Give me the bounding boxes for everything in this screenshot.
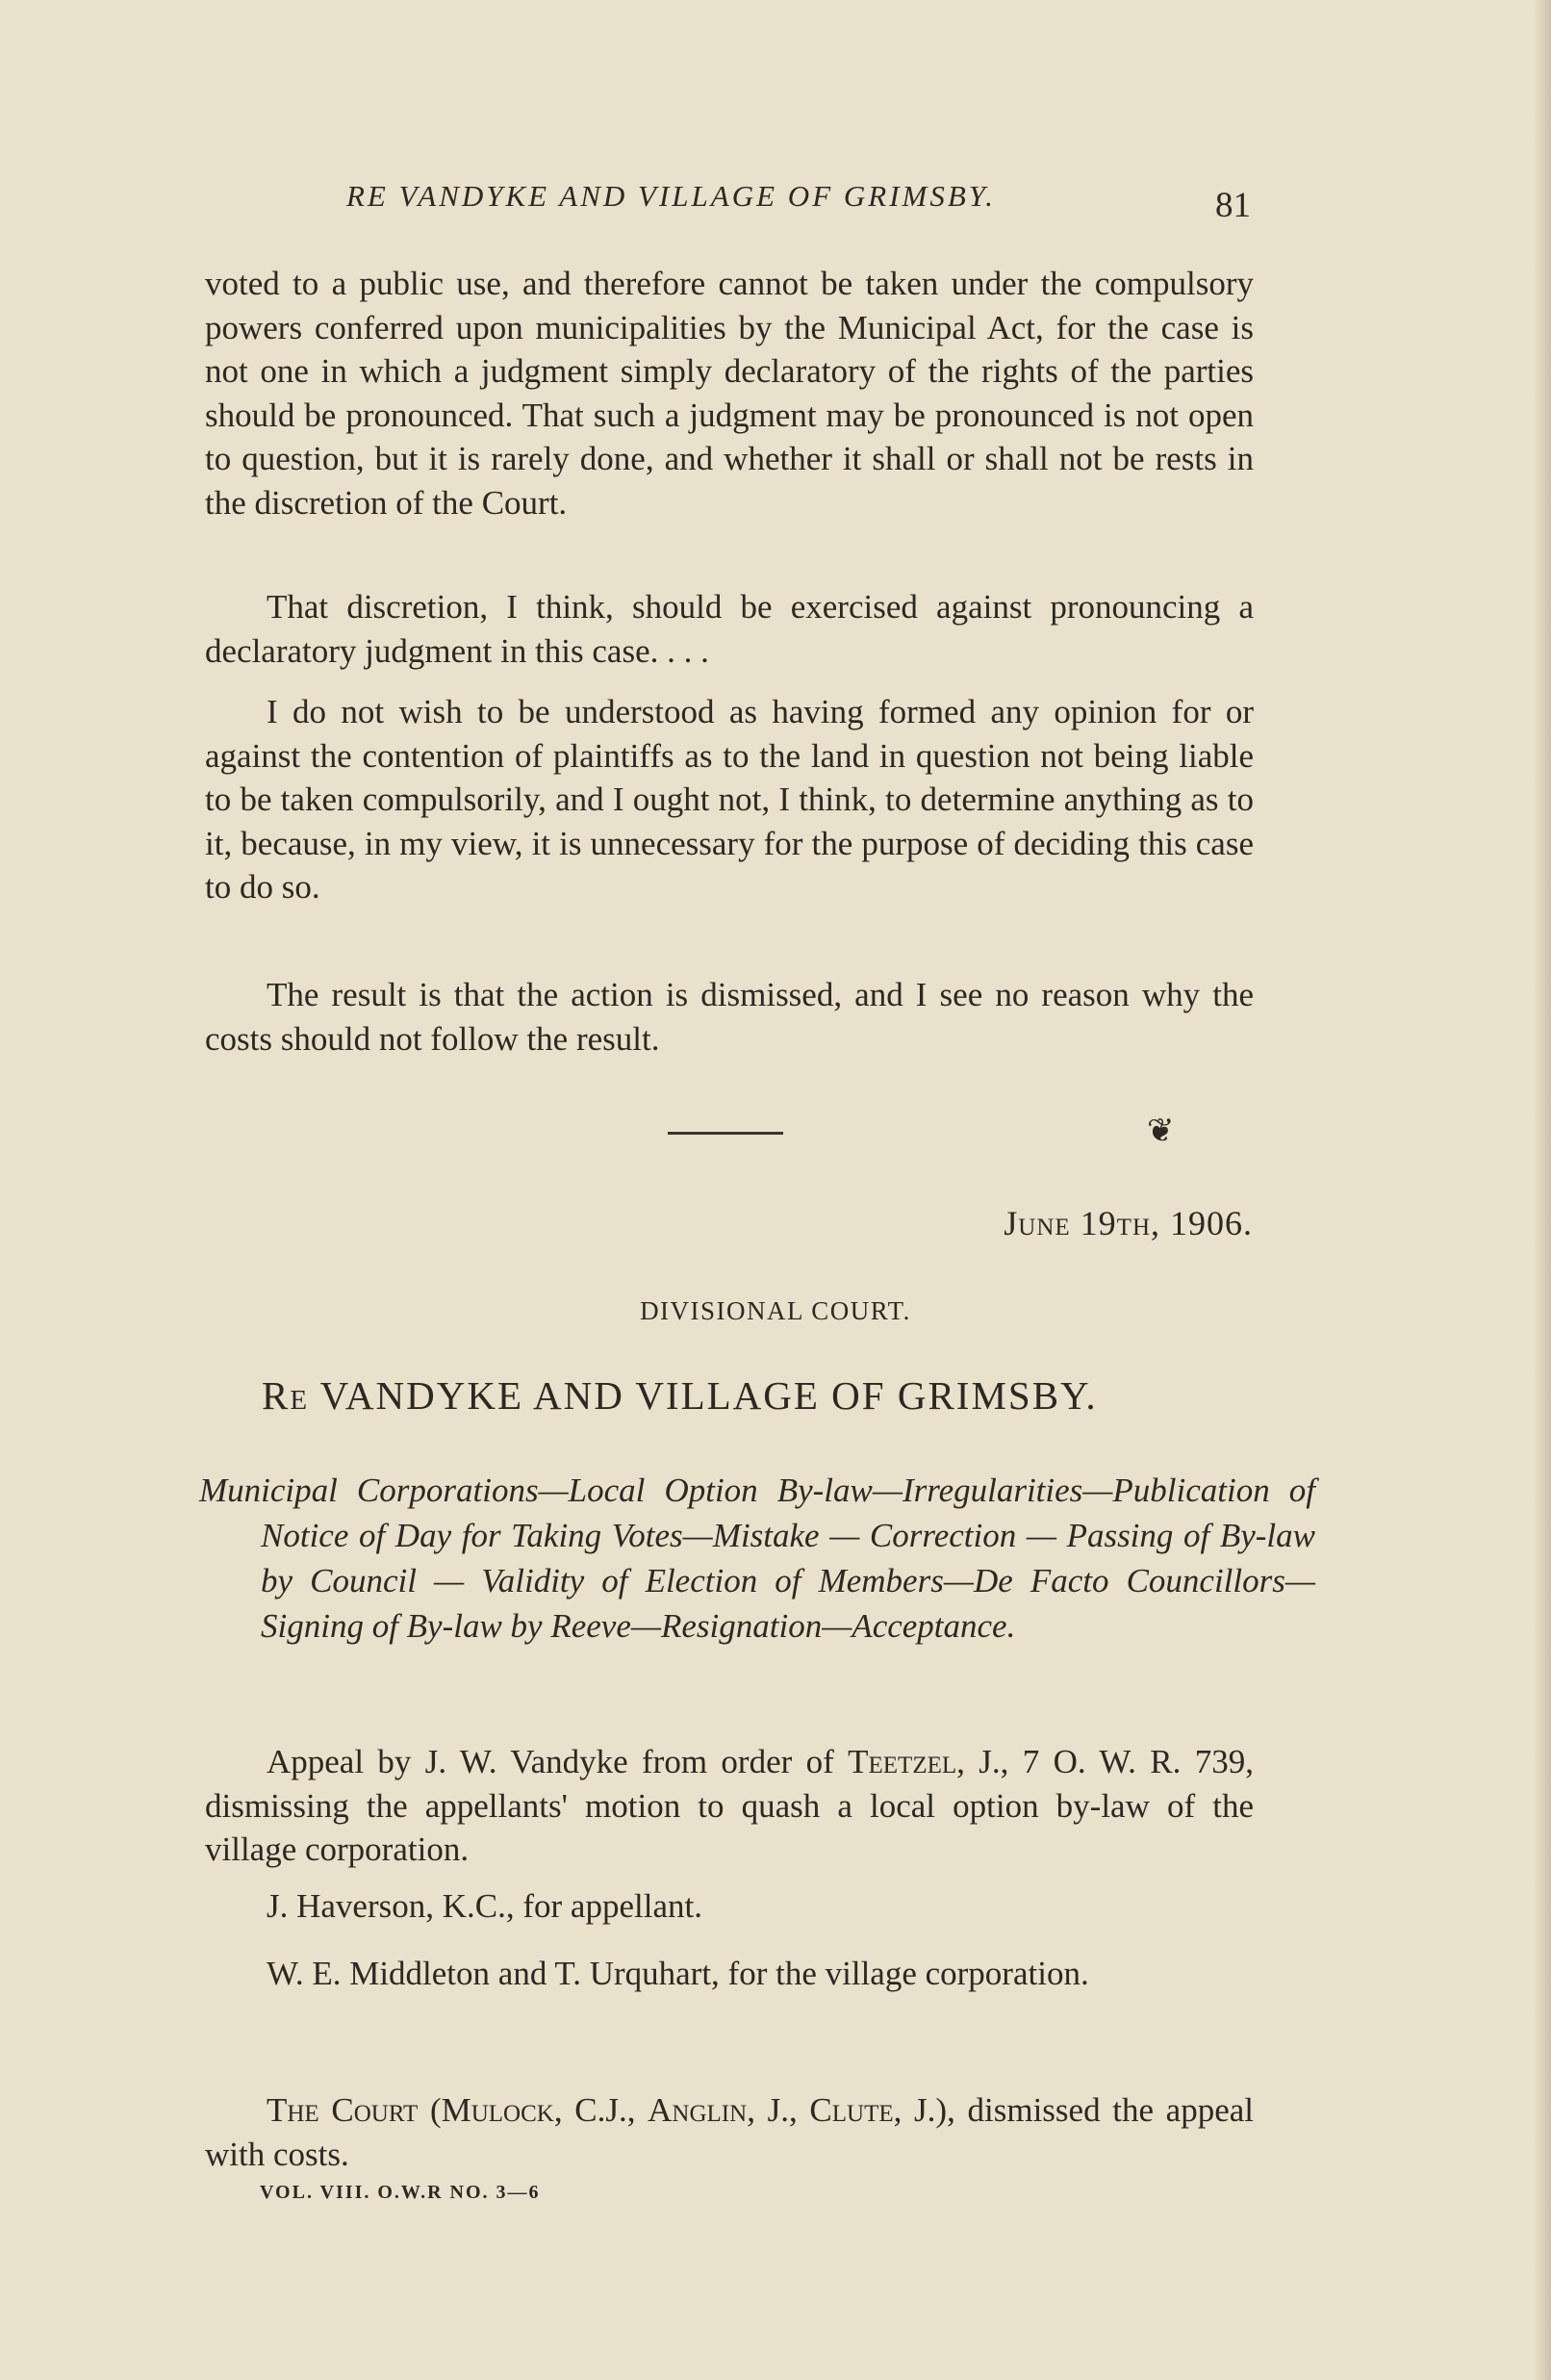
opinion-paragraph-2: That discretion, I think, should be exercised against pronouncing a declaratory judgment in this case. . . . xyxy=(205,588,1254,670)
judge-anglin: Anglin xyxy=(648,2091,748,2129)
counsel-respondent: W. E. Middleton and T. Urquhart, for the village corporation. xyxy=(267,1955,1089,1992)
fleuron-ornament: ❦ xyxy=(1147,1113,1175,1149)
judge-mulock-title: , C.J., xyxy=(553,2091,648,2129)
page-number: 81 xyxy=(1215,186,1251,225)
page-edge-shadow xyxy=(1534,0,1551,2380)
counsel-appellant: J. Haverson, K.C., for appellant. xyxy=(267,1887,702,1925)
headnote: Municipal Corporations—Local Option By-law—Irregularities—Publication of Notice of Day for Taking Votes—Mistake — Correction — Passing of By-law by Council — Validity of Election of Members—De Facto Councillors—Signing of By-law by Reeve—Resignation—Acceptance. xyxy=(199,1472,1315,1645)
judgment-paragraph xyxy=(205,2088,1254,2176)
decision-date: June 19th, 1906. xyxy=(1004,1204,1253,1242)
section-divider-rule xyxy=(668,1132,783,1135)
case-title xyxy=(262,1372,1098,1419)
running-head: RE VANDYKE AND VILLAGE OF GRIMSBY. xyxy=(346,179,996,213)
judgment-paren-open: ( xyxy=(418,2091,442,2129)
court-name: DIVISIONAL COURT. xyxy=(640,1296,911,1325)
appeal-judge: Teetzel xyxy=(848,1743,957,1780)
opinion-paragraph-3: I do not wish to be understood as having formed any opinion for or against the contention of plaintiffs as to the land in question not being liable to be taken compulsorily, and I ought not, I think, to determine anything as to it, because, in my view, it is unnecessary for the purpose of deciding this case to do so. xyxy=(205,693,1254,906)
opinion-paragraph-4: The result is that the action is dismissed, and I see no reason why the costs should not follow the result. xyxy=(205,976,1254,1058)
judgment-text-end: , J.), dismissed the appeal with costs. xyxy=(205,2091,1255,2173)
appeal-paragraph xyxy=(205,1740,1254,1872)
page-header xyxy=(346,171,1251,229)
appeal-text-start: Appeal by J. W. Vandyke from order of xyxy=(267,1743,849,1780)
case-title-name: VANDYKE AND VILLAGE OF GRIMSBY. xyxy=(319,1373,1098,1418)
appeal-text-end: , J., 7 O. W. R. 739, dismissing the appellants' motion to quash a local option by-law of the village corporation. xyxy=(205,1743,1254,1868)
judgment-court: The Court xyxy=(267,2091,419,2129)
judge-clute: Clute xyxy=(809,2091,894,2129)
judge-anglin-title: , J., xyxy=(747,2091,810,2129)
signature-line: VOL. VIII. O.W.R NO. 3—6 xyxy=(260,2182,541,2203)
opinion-paragraph-1: voted to a public use, and therefore cannot be taken under the compulsory powers conferred upon municipalities by the Municipal Act, for the case is not one in which a judgment simply declaratory of the rights of the parties should be pronounced. That such a judgment may be pronounced is not open to question, but it is rarely done, and whether it shall or shall not be rests in the discretion of the Court. xyxy=(205,265,1254,522)
case-title-re: Re xyxy=(262,1373,310,1418)
judge-mulock: Mulock xyxy=(441,2091,554,2129)
